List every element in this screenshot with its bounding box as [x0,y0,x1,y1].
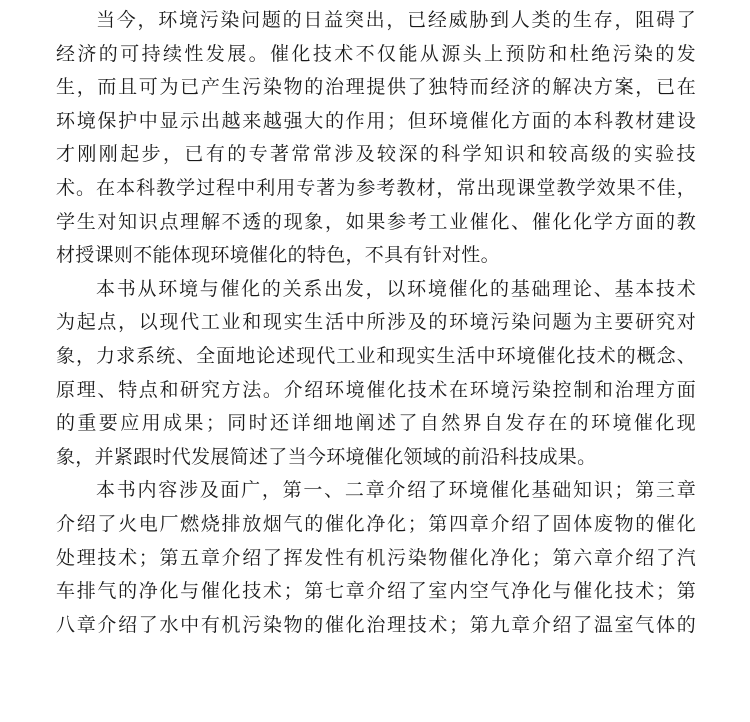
paragraph-1 [56,4,696,273]
text-line: 象，力求系统、全面地论述现代工业和现实生活中环境催化技术的概念、 [56,344,696,367]
text-line: 为起点，以现代工业和现实生活中所涉及的环境污染问题为主要研究对 [56,311,696,334]
text-line: 八章介绍了水中有机污染物的催化治理技术；第九章介绍了温室气体的 [56,613,696,636]
text-line: 生，而且可为已产生污染物的治理提供了独特而经济的解决方案，已在 [56,76,696,99]
paragraph-2 [56,273,696,475]
text-line: 本书从环境与催化的关系出发，以环境催化的基础理论、基本技术 [96,277,696,300]
text-line: 介绍了火电厂燃烧排放烟气的催化净化；第四章介绍了固体废物的催化 [56,512,696,535]
text-line: 术。在本科教学过程中利用专著为参考教材，常出现课堂教学效果不佳， [56,176,696,199]
text-line: 原理、特点和研究方法。介绍环境催化技术在环境污染控制和治理方面 [56,378,696,401]
text-line: 的重要应用成果；同时还详细地阐述了自然界自发存在的环境催化现 [56,412,696,435]
text-line: 经济的可持续性发展。催化技术不仅能从源头上预防和杜绝污染的发 [56,42,696,65]
text-line: 学生对知识点理解不透的现象，如果参考工业催化、催化化学方面的教 [56,210,696,233]
text-line: 本书内容涉及面广，第一、二章介绍了环境催化基础知识；第三章 [96,479,696,502]
text-line: 材授课则不能体现环境催化的特色，不具有针对性。 [56,244,500,267]
text-line: 环境保护中显示出越来越强大的作用；但环境催化方面的本科教材建设 [56,109,696,132]
text-line: 当今，环境污染问题的日益突出，已经威胁到人类的生存，阻碍了 [96,9,696,31]
paragraph-3 [56,474,696,642]
text-line: 车排气的净化与催化技术；第七章介绍了室内空气净化与催化技术；第 [56,580,696,603]
document-page [56,4,696,642]
text-line: 才刚刚起步，已有的专著常常涉及较深的科学知识和较高级的实验技 [56,143,696,166]
text-line: 象，并紧跟时代发展简述了当今环境催化领域的前沿科技成果。 [56,445,597,468]
text-line: 处理技术；第五章介绍了挥发性有机污染物催化净化；第六章介绍了汽 [56,546,696,569]
